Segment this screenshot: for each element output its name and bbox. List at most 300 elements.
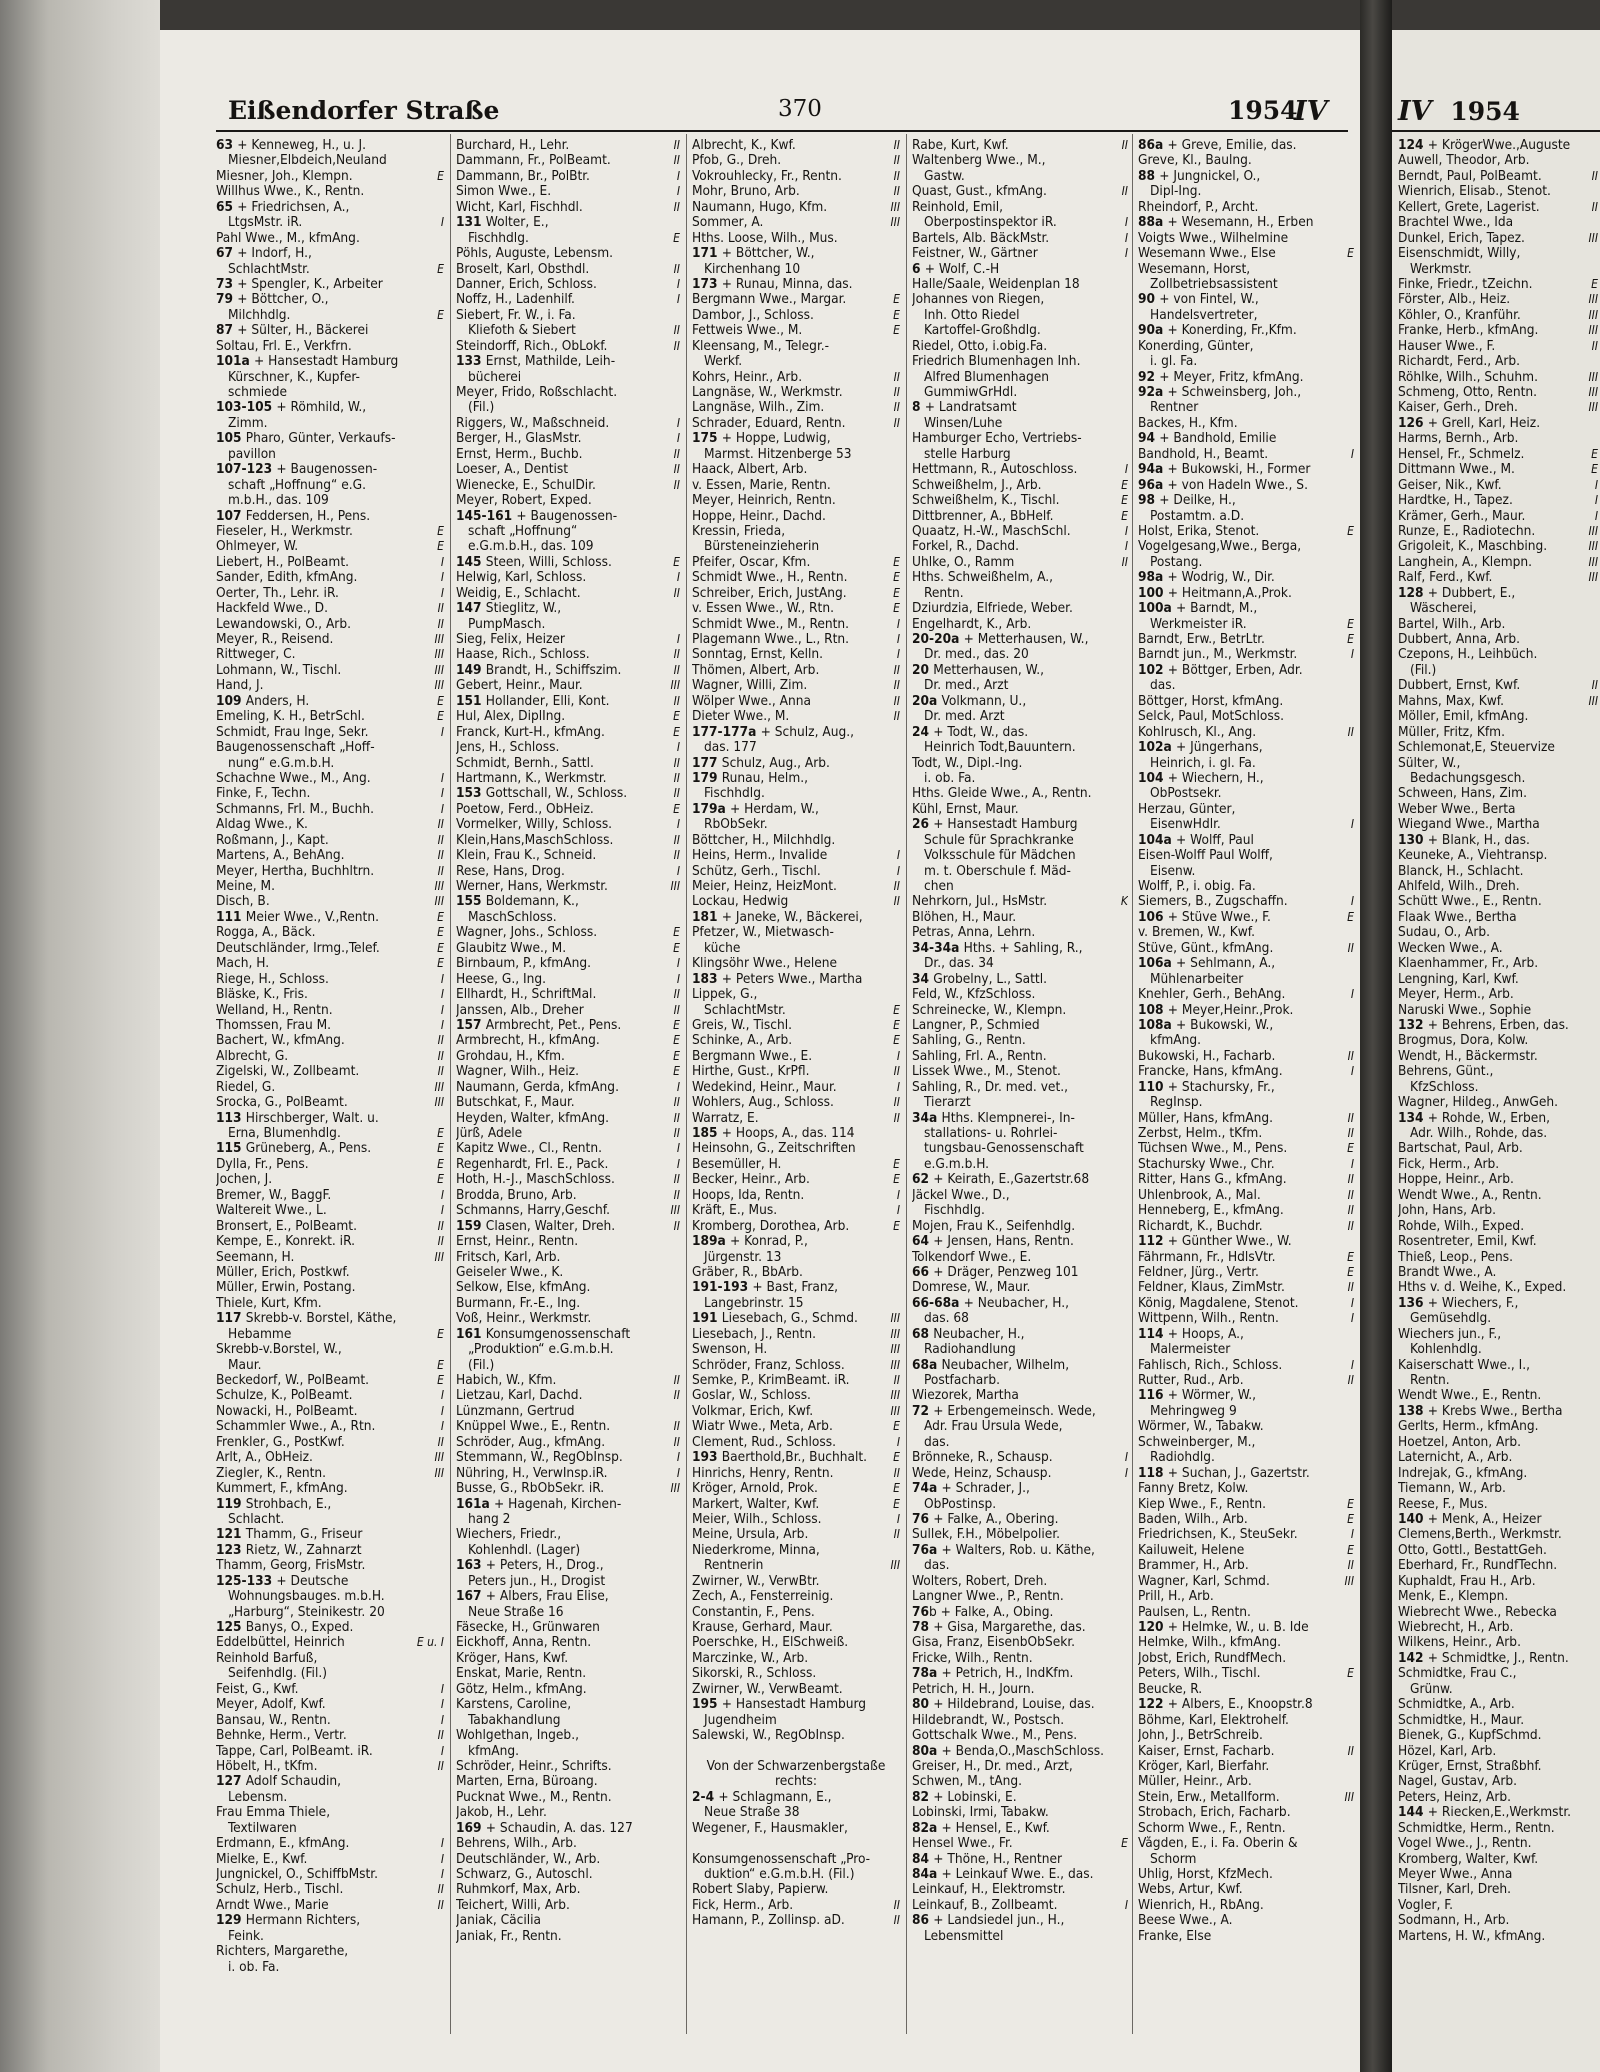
floor-marker: II [893, 1064, 900, 1079]
directory-entry-line [216, 1944, 444, 1959]
directory-entry-line [456, 570, 680, 585]
entry-text: 129 Hermann Richters, [216, 1913, 361, 1929]
entry-text: Webs, Artur, Kwf. [1138, 1882, 1243, 1898]
directory-entry-line [216, 246, 444, 261]
directory-entry-line [1138, 509, 1354, 524]
directory-entry-line [692, 771, 900, 786]
floor-marker: E [1347, 246, 1354, 261]
entry-text: Schröder, Heinr., Schrifts. [456, 1758, 612, 1774]
entry-text: Hoops, Ida, Rentn. [692, 1187, 805, 1203]
floor-marker: III [1588, 523, 1598, 538]
directory-entry-line [1398, 1419, 1598, 1434]
directory-entry-line [456, 1358, 680, 1373]
directory-entry-line [1138, 416, 1354, 431]
directory-entry-line [1138, 632, 1354, 647]
entry-text: Werner, Hans, Werkmstr. [456, 879, 608, 894]
entry-text: Richardt, K., Buchdr. [1138, 1218, 1263, 1234]
directory-entry-line [216, 1728, 444, 1743]
directory-entry-line [456, 1234, 680, 1249]
directory-entry-line [216, 1250, 444, 1265]
directory-entry-line [1138, 1512, 1354, 1527]
entry-text: Rabe, Kurt, Kwf. [912, 138, 1009, 153]
directory-entry-line [456, 184, 680, 199]
entry-text: Meine, M. [216, 879, 275, 894]
entry-text: Petrich, H. H., Journ. [912, 1681, 1035, 1697]
directory-entry-line [456, 200, 680, 215]
directory-entry-line [912, 1744, 1128, 1759]
entry-text: Fährmann, Fr., HdlsVtr. [1138, 1249, 1276, 1265]
directory-entry-line [692, 400, 900, 415]
entry-text: Rese, Hans, Drog. [456, 863, 565, 879]
directory-entry-line [1138, 1126, 1354, 1141]
directory-entry-line [456, 1265, 680, 1280]
floor-marker: I [896, 616, 900, 631]
directory-entry-line [456, 848, 680, 863]
floor-marker: E [1121, 508, 1128, 523]
floor-marker: II [673, 848, 680, 863]
directory-entry-line [692, 1049, 900, 1064]
directory-entry-line [216, 1033, 444, 1048]
entry-text: Becker, Heinr., Arb. [692, 1172, 810, 1188]
entry-text: 177-177a + Schulz, Aug., [692, 724, 854, 740]
entry-text: Klingsöhr Wwe., Helene [692, 956, 838, 972]
floor-marker: E [437, 1141, 444, 1156]
entry-text: 80 + Hildebrand, Louise, das. [912, 1697, 1095, 1713]
directory-entry-line [912, 1497, 1128, 1512]
entry-text: Sudau, O., Arb. [1398, 925, 1491, 941]
directory-entry-line [1138, 524, 1354, 539]
directory-entry-line [1138, 1033, 1354, 1048]
floor-marker: II [673, 662, 680, 677]
entry-text: Indrejak, G., kfmAng. [1398, 1465, 1528, 1481]
entry-text: i. gl. Fa. [1150, 354, 1198, 370]
directory-entry-line [1398, 323, 1598, 338]
directory-entry-line [456, 740, 680, 755]
directory-entry-line [1138, 1250, 1354, 1265]
directory-entry-line [692, 1744, 900, 1759]
directory-entry-line [216, 1713, 444, 1728]
floor-marker: E [1591, 462, 1598, 477]
entry-text: Tolkendorf Wwe., E. [912, 1249, 1032, 1265]
entry-text: Hardtke, H., Tapez. [1398, 493, 1513, 509]
entry-text: Tiemann, W., Arb. [1398, 1481, 1506, 1497]
entry-text: Hoth, H.-J., MaschSchloss. [456, 1172, 615, 1188]
directory-entry-line [456, 1095, 680, 1110]
entry-text: Naruski Wwe., Sophie [1398, 1002, 1532, 1018]
directory-entry-line [456, 1080, 680, 1095]
floor-marker: II [893, 415, 900, 430]
directory-entry-line [692, 1095, 900, 1110]
directory-entry-line [1398, 678, 1598, 693]
directory-entry-line [912, 894, 1128, 909]
directory-entry-line [1138, 478, 1354, 493]
entry-text: Bartschat, Paul, Arb. [1398, 1141, 1523, 1157]
entry-text: Geiser, Nik., Kwf. [1398, 477, 1502, 493]
floor-marker: E [437, 307, 444, 322]
directory-entry-line [1398, 1126, 1598, 1141]
entry-text: Fettweis Wwe., M. [692, 323, 803, 339]
directory-entry-line [216, 1404, 444, 1419]
entry-text: rechts: [774, 1774, 818, 1790]
entry-text: Herzau, Günter, [1138, 801, 1236, 817]
entry-text: Schinke, A., Arb. [692, 1033, 793, 1049]
entry-text: Beese Wwe., A. [1138, 1913, 1233, 1929]
entry-text: Bläske, K., Fris. [216, 987, 308, 1003]
directory-entry-line [912, 277, 1128, 292]
entry-text: Meyer, Heinrich, Rentn. [692, 493, 836, 509]
directory-entry-line [692, 1589, 900, 1604]
directory-entry-line [1398, 1713, 1598, 1728]
directory-entry-line [216, 1172, 444, 1187]
entry-text: 179a + Herdam, W., [692, 801, 819, 817]
entry-text: Zech, A., Fensterreinig. [692, 1589, 834, 1605]
entry-text: Jochen, J. [216, 1172, 273, 1188]
directory-entry-line [456, 1728, 680, 1743]
directory-entry-line [456, 308, 680, 323]
floor-marker: E [437, 261, 444, 276]
directory-entry-line [692, 1404, 900, 1419]
directory-entry-line [216, 1960, 444, 1975]
directory-entry-line [216, 1003, 444, 1018]
entry-text: Gemüsehdlg. [1410, 1311, 1492, 1327]
directory-column-4 [912, 138, 1128, 2068]
entry-text: 193 Baerthold,Br., Buchhalt. [692, 1450, 868, 1466]
entry-text: Fricke, Wilh., Rentn. [912, 1650, 1033, 1666]
floor-marker: II [673, 1419, 680, 1434]
floor-marker: I [896, 632, 900, 646]
directory-entry-line [1138, 586, 1354, 601]
directory-entry-line [456, 601, 680, 616]
entry-text: Knehler, Gerh., BehAng. [1138, 987, 1286, 1003]
header-rule [216, 130, 1348, 132]
directory-entry-line [456, 1697, 680, 1712]
entry-text: Deutschländer, W., Arb. [456, 1851, 601, 1867]
entry-text: 108 + Meyer,Heinr.,Prok. [1138, 1002, 1294, 1018]
directory-entry-line [692, 184, 900, 199]
directory-entry-line [1138, 941, 1354, 956]
directory-entry-line [456, 1466, 680, 1481]
entry-text: Loeser, A., Dentist [456, 462, 569, 478]
entry-text: Feldner, Klaus, ZimMstr. [1138, 1280, 1285, 1296]
directory-entry-line [456, 416, 680, 431]
directory-entry-line [692, 1651, 900, 1666]
floor-marker: I [1124, 215, 1128, 230]
directory-entry-line [692, 153, 900, 168]
directory-entry-line [216, 786, 444, 801]
entry-text: Meyer, Adolf, Kwf. [216, 1697, 326, 1713]
entry-text: 80a + Benda,O.,MaschSchloss. [912, 1743, 1104, 1759]
entry-text: 102 + Böttger, Erben, Adr. [1138, 662, 1303, 678]
entry-text: Weidig, E., Schlacht. [456, 585, 581, 601]
entry-text: Hildebrandt, W., Postsch. [912, 1712, 1065, 1728]
directory-entry-line [1138, 1388, 1354, 1403]
entry-text: RegInsp. [1150, 1095, 1203, 1111]
directory-entry-line [1138, 431, 1354, 446]
floor-marker: E u. I [416, 1635, 444, 1650]
directory-entry-line [456, 478, 680, 493]
floor-marker: E [437, 1156, 444, 1171]
entry-text: Konsumgenossenschaft „Pro- [692, 1851, 871, 1867]
directory-entry-line [912, 1095, 1128, 1110]
entry-text: Marmst. Hitzenberge 53 [704, 446, 852, 462]
book-spine-shadow [0, 0, 160, 2072]
directory-column-2 [456, 138, 680, 2068]
entry-text: Czepons, H., Leihbüch. [1398, 647, 1538, 663]
directory-entry-line [692, 1620, 900, 1635]
floor-marker: II [437, 817, 444, 832]
entry-text: Sahling, G., Rentn. [912, 1033, 1026, 1049]
directory-entry-line [1398, 231, 1598, 246]
directory-entry-line [456, 1342, 680, 1357]
entry-text: Hensel Wwe., Fr. [912, 1836, 1013, 1852]
directory-entry-line [216, 1064, 444, 1079]
entry-text: Feldner, Jürg., Vertr. [1138, 1264, 1259, 1280]
floor-marker: E [1347, 616, 1354, 631]
floor-marker: I [1350, 647, 1354, 662]
entry-text: 131 Wolter, E., [456, 215, 549, 231]
directory-entry-line [1138, 184, 1354, 199]
entry-text: Glaubitz Wwe., M. [456, 940, 567, 956]
entry-text: Lünzmann, Gertrud [456, 1403, 575, 1419]
directory-entry-line [912, 555, 1128, 570]
directory-entry-line [1138, 339, 1354, 354]
directory-entry-line [912, 1327, 1128, 1342]
entry-text: Wagner, Wilh., Heiz. [456, 1064, 579, 1080]
floor-marker: III [1588, 307, 1598, 322]
directory-entry-line [216, 555, 444, 570]
directory-entry-line [1138, 740, 1354, 755]
directory-entry-line [912, 817, 1128, 832]
entry-text: Wienrich, H., RbAng. [1138, 1897, 1264, 1913]
entry-text: Wendt, H., Bäckermstr. [1398, 1048, 1538, 1064]
directory-entry-line [456, 1111, 680, 1126]
entry-text: Menk, E., Klempn. [1398, 1589, 1509, 1605]
entry-text: Langebrinstr. 15 [704, 1295, 804, 1311]
entry-text: Radiohandlung [924, 1342, 1016, 1358]
entry-text: 157 Armbrecht, Pet., Pens. [456, 1017, 622, 1033]
directory-entry-line [912, 1141, 1128, 1156]
directory-entry-line [1398, 1821, 1598, 1836]
directory-entry-line [692, 1219, 900, 1234]
floor-marker: E [437, 1373, 444, 1387]
entry-text: Jürß, Adele [456, 1126, 523, 1141]
entry-text: 179 Runau, Helm., [692, 770, 809, 786]
directory-entry-line [456, 1558, 680, 1573]
directory-entry-line [1138, 1327, 1354, 1342]
directory-entry-line [692, 1527, 900, 1542]
directory-entry-line [456, 941, 680, 956]
directory-entry-line [1138, 1265, 1354, 1280]
directory-entry-line [216, 740, 444, 755]
entry-text: Wecken Wwe., A. [1398, 940, 1503, 956]
entry-text: Erna, Blumenhdlg. [228, 1126, 341, 1141]
directory-entry-line [1398, 1620, 1598, 1635]
floor-marker: II [673, 786, 680, 801]
floor-marker: III [1588, 230, 1598, 245]
entry-text: Wohnungsbauges. m.b.H. [228, 1589, 385, 1605]
directory-entry-line [1138, 987, 1354, 1002]
directory-entry-line [912, 200, 1128, 215]
directory-entry-line [692, 416, 900, 431]
directory-entry-line [1138, 246, 1354, 261]
directory-entry-line [1138, 1497, 1354, 1512]
floor-marker: II [893, 662, 900, 677]
directory-entry-line [1398, 354, 1598, 369]
entry-text: duktion“ e.G.m.b.H. (Fil.) [704, 1867, 855, 1882]
directory-entry-line [1398, 1497, 1598, 1512]
entry-text: Wegener, F., Hausmakler, [692, 1820, 848, 1836]
entry-text: „Harburg“, Steinikestr. 20 [228, 1604, 385, 1620]
entry-text: Siebert, Fr. W., i. Fa. [456, 307, 576, 323]
directory-entry-line [692, 987, 900, 1002]
entry-text: Heyden, Walter, kfmAng. [456, 1110, 610, 1126]
entry-text: Miesner, Joh., Klempn. [216, 168, 353, 184]
floor-marker: I [440, 570, 444, 585]
entry-text: Kohlenhdlg. [1410, 1342, 1482, 1358]
entry-text: Holst, Erika, Stenot. [1138, 523, 1260, 539]
directory-entry-line [1138, 200, 1354, 215]
entry-text: Bedachungsgesch. [1410, 770, 1526, 786]
directory-entry-line [1138, 400, 1354, 415]
directory-entry-line [1138, 1558, 1354, 1573]
directory-entry-line [1398, 1141, 1598, 1156]
entry-text: Inh. Otto Riedel [924, 307, 1020, 323]
directory-entry-line [912, 1188, 1128, 1203]
entry-text: Bürsteneinzieherin [704, 539, 820, 555]
floor-marker: I [1594, 508, 1598, 523]
entry-text: Mach, H. [216, 956, 270, 972]
entry-text: Werkmstr. [1410, 261, 1472, 277]
directory-entry-line [692, 493, 900, 508]
directory-entry-line [456, 802, 680, 817]
directory-entry-line [216, 1790, 444, 1805]
directory-entry-line [456, 400, 680, 415]
directory-entry-line [1138, 678, 1354, 693]
directory-entry-line [692, 1141, 900, 1156]
entry-text: Kühl, Ernst, Maur. [912, 801, 1019, 817]
entry-text: Vogelgesang,Wwe., Berga, [1138, 539, 1302, 555]
floor-marker: E [893, 1481, 900, 1496]
directory-entry-line [456, 153, 680, 168]
entry-text: Fritsch, Karl, Arb. [456, 1249, 561, 1265]
directory-entry-line [456, 246, 680, 261]
directory-entry-line [456, 138, 680, 153]
entry-text: Krüger, Ernst, Straßbhf. [1398, 1758, 1542, 1774]
floor-marker: K [1120, 894, 1128, 909]
floor-marker: II [893, 894, 900, 909]
directory-entry-line [1138, 1744, 1354, 1759]
entry-text: Meyer, Hertha, Buchhltrn. [216, 863, 375, 879]
directory-entry-line [1398, 910, 1598, 925]
directory-entry-line [456, 1543, 680, 1558]
entry-text: Textilwaren [228, 1820, 297, 1836]
entry-text: Möller, Emil, kfmAng. [1398, 709, 1529, 725]
directory-entry-line [912, 1527, 1128, 1542]
entry-text: Kräft, E., Mus. [692, 1203, 778, 1219]
directory-entry-line [456, 771, 680, 786]
entry-text: Wienrich, Elisab., Stenot. [1398, 184, 1551, 200]
directory-entry-line [216, 1188, 444, 1203]
directory-entry-line [1138, 1280, 1354, 1295]
entry-text: Aldag Wwe., K. [216, 817, 308, 833]
entry-text: Kromberg, Dorothea, Arb. [692, 1218, 850, 1234]
directory-entry-line [216, 1327, 444, 1342]
entry-text: Dylla, Fr., Pens. [216, 1156, 309, 1172]
entry-text: Schlacht. [228, 1511, 285, 1527]
directory-entry-line [1398, 1049, 1598, 1064]
floor-marker: II [673, 832, 680, 847]
entry-text: hang 2 [468, 1511, 511, 1527]
floor-marker: I [440, 1681, 444, 1696]
directory-entry-line [1138, 833, 1354, 848]
directory-entry-line [1138, 1728, 1354, 1743]
entry-text: Postang. [1150, 554, 1203, 570]
floor-marker: II [893, 1095, 900, 1110]
entry-text: Robert Slaby, Papierw. [692, 1882, 829, 1898]
entry-text: Frenkler, G., PostKwf. [216, 1434, 345, 1450]
directory-entry-line [456, 509, 680, 524]
floor-marker: I [676, 817, 680, 832]
directory-entry-line [692, 1867, 900, 1882]
floor-marker: II [893, 1465, 900, 1480]
entry-text: 79 + Böttcher, O., [216, 292, 329, 308]
floor-marker: III [890, 1326, 900, 1341]
floor-marker: E [437, 956, 444, 971]
entry-text: Langner, P., Schmied [912, 1017, 1040, 1033]
directory-entry-line [456, 1419, 680, 1434]
directory-entry-line [1398, 941, 1598, 956]
directory-entry-line [692, 262, 900, 277]
entry-text: Swenson, H. [692, 1342, 768, 1358]
entry-text: Kiep Wwe., F., Rentn. [1138, 1496, 1266, 1512]
entry-text: Kirchenhang 10 [704, 261, 801, 277]
entry-text: Vokrouhlecky, Fr., Rentn. [692, 168, 842, 184]
floor-marker: I [1124, 462, 1128, 477]
directory-entry-line [216, 987, 444, 1002]
entry-text: Plagemann Wwe., L., Rtn. [692, 632, 850, 647]
directory-entry-line [1398, 1388, 1598, 1403]
entry-text: Emeling, K. H., BetrSchl. [216, 709, 365, 725]
entry-text: Greiser, H., Dr. med., Arzt, [912, 1758, 1073, 1774]
entry-text: bücherei [468, 369, 522, 385]
directory-entry-line [216, 1929, 444, 1944]
entry-text: 68a Neubacher, Wilhelm, [912, 1357, 1070, 1373]
directory-entry-line [912, 925, 1128, 940]
entry-text: Pahl Wwe., M., kfmAng. [216, 230, 360, 246]
entry-text: Fanny Bretz, Kolw. [1138, 1481, 1249, 1497]
directory-entry-line [1138, 1805, 1354, 1820]
floor-marker: II [893, 168, 900, 183]
directory-entry-line [692, 1852, 900, 1867]
entry-text: Waltenberg Wwe., M., [912, 153, 1046, 169]
directory-entry-line [692, 478, 900, 493]
directory-entry-line [1138, 447, 1354, 462]
floor-marker: I [1350, 1311, 1354, 1326]
directory-entry-line [692, 1373, 900, 1388]
floor-marker: I [440, 1743, 444, 1758]
entry-text: Ohlmeyer, W. [216, 539, 299, 555]
directory-entry-line [1138, 1713, 1354, 1728]
directory-entry-line [1138, 1774, 1354, 1789]
directory-entry-line [1138, 617, 1354, 632]
entry-text: Oberpostinspektor iR. [924, 215, 1057, 231]
entry-text: 126 + Grell, Karl, Heiz. [1398, 415, 1541, 431]
entry-text: 68 Neubacher, H., [912, 1326, 1025, 1342]
entry-text: das. [1150, 678, 1176, 694]
directory-entry-line [1138, 1605, 1354, 1620]
entry-text: 136 + Wiechers, F., [1398, 1295, 1519, 1311]
directory-entry-line [692, 1435, 900, 1450]
